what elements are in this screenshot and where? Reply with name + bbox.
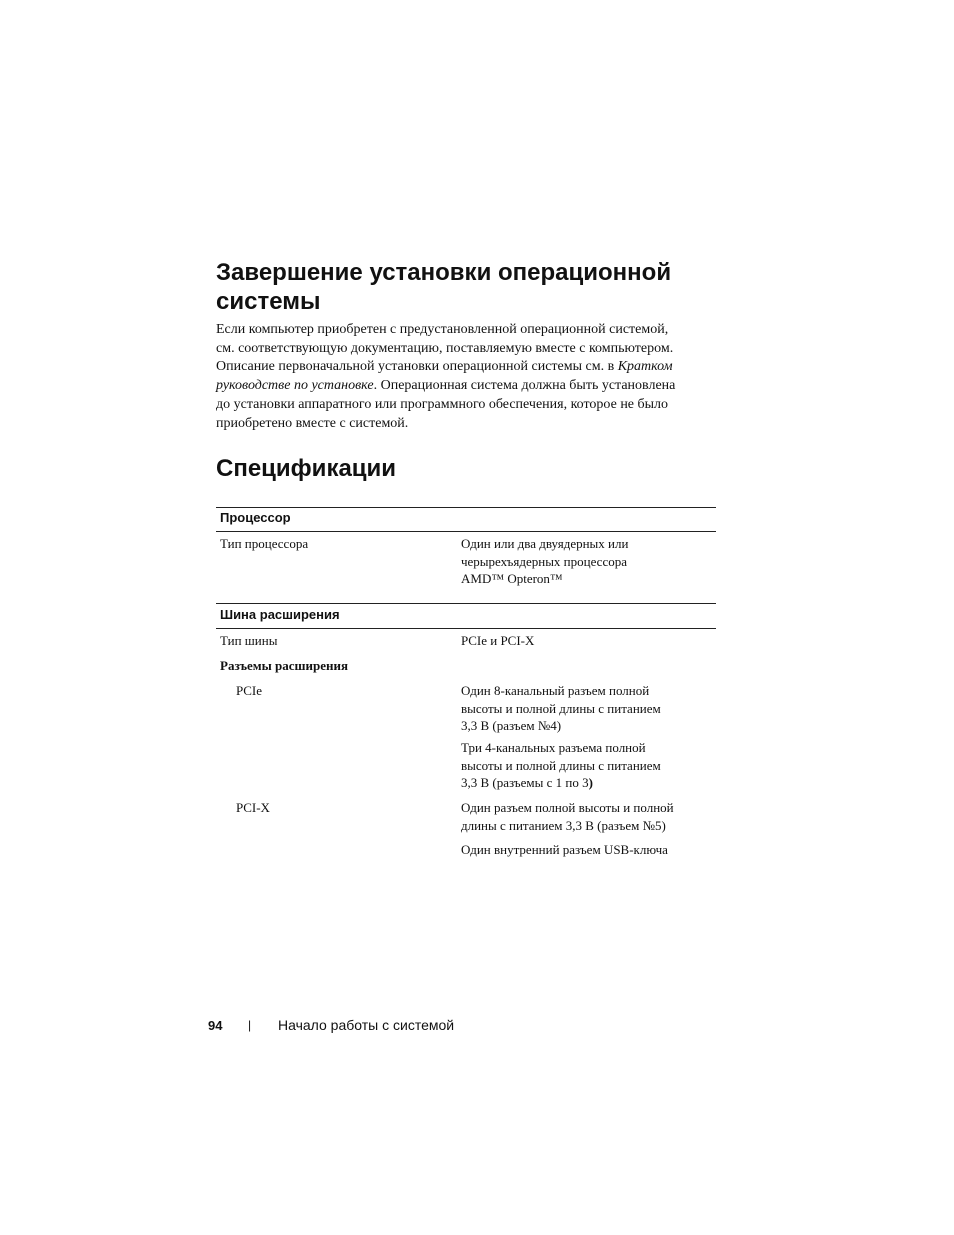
spec-label-processor-type: Тип процессора — [220, 536, 309, 551]
paragraph-line: до установки аппаратного или программного обеспечения, которое не было — [216, 396, 669, 412]
page-number: 94 — [208, 1018, 223, 1033]
spec-label-pcie: PCIe — [236, 683, 262, 698]
paragraph-line — [216, 377, 716, 396]
spec-value-line: черырехъядерных процессора — [461, 553, 627, 569]
paragraph-line — [216, 358, 716, 377]
os-install-paragraph — [216, 321, 716, 433]
table-rule — [216, 507, 716, 508]
section-title-specifications: Спецификации — [216, 455, 397, 482]
table-section-header-processor: Процессор — [220, 510, 291, 525]
footer-chapter-title: Начало работы с системой — [278, 1017, 455, 1033]
spec-label-pcix: PCI-X — [236, 800, 270, 815]
spec-value-line: высоты и полной длины с питанием — [461, 757, 661, 773]
spec-value-line: Один или два двуядерных или — [461, 536, 629, 551]
paragraph-line: приобретено вместе с системой. — [216, 415, 409, 431]
section-title-line: системы — [216, 288, 321, 315]
spec-label-bus-type: Тип шины — [220, 633, 278, 648]
paragraph-line: Если компьютер приобретен с предустановленной операционной системой, — [216, 322, 669, 337]
paragraph-text: Описание первоначальной установки операционной системы см. в — [216, 359, 618, 375]
spec-value-pcix — [461, 799, 716, 834]
spec-value-pcie-4lane — [461, 739, 716, 792]
table-rule — [216, 531, 716, 532]
spec-value-line: длины с питанием 3,3 В (разъем №5) — [461, 817, 666, 833]
spec-value-line: высоты и полной длины с питанием — [461, 700, 661, 716]
footer-separator: | — [248, 1018, 252, 1032]
table-section-header-expansion-bus: Шина расширения — [220, 607, 340, 622]
spec-value-pcie-8lane — [461, 682, 716, 735]
spec-value-usb: Один внутренний разъем USB-ключа — [461, 842, 668, 857]
spec-value-text: 3,3 В (разъемы с 1 по 3 — [461, 775, 589, 790]
table-rule — [216, 628, 716, 629]
spec-value-line: 3,3 В (разъем №4) — [461, 718, 562, 733]
spec-value-line: Один разъем полной высоты и полной — [461, 800, 674, 815]
spec-value-bus-type: PCIe и PCI-X — [461, 633, 535, 648]
paragraph-text: . Операционная система должна быть установлена — [373, 378, 676, 394]
guide-reference-italic: Кратком — [617, 359, 673, 375]
table-rule — [216, 603, 716, 604]
spec-value-line: AMD™ Opteron™ — [461, 571, 563, 586]
spec-value-line: Три 4-канальных разъема полной — [461, 740, 646, 755]
page-footer — [208, 1016, 455, 1035]
spec-value-line — [461, 774, 716, 792]
spec-value-bold-paren: ) — [588, 775, 593, 790]
section-title-os-install — [216, 258, 736, 316]
paragraph-line: см. соответствующую документацию, поставляемую вместе с компьютером. — [216, 340, 674, 356]
guide-reference-italic: руководстве по установке — [216, 378, 374, 394]
spec-subheader-expansion-slots: Разъемы расширения — [220, 658, 349, 673]
section-title-line: Завершение установки операционной — [216, 259, 672, 286]
spec-value-line: Один 8-канальный разъем полной — [461, 683, 650, 698]
spec-value-processor-type — [461, 535, 716, 588]
